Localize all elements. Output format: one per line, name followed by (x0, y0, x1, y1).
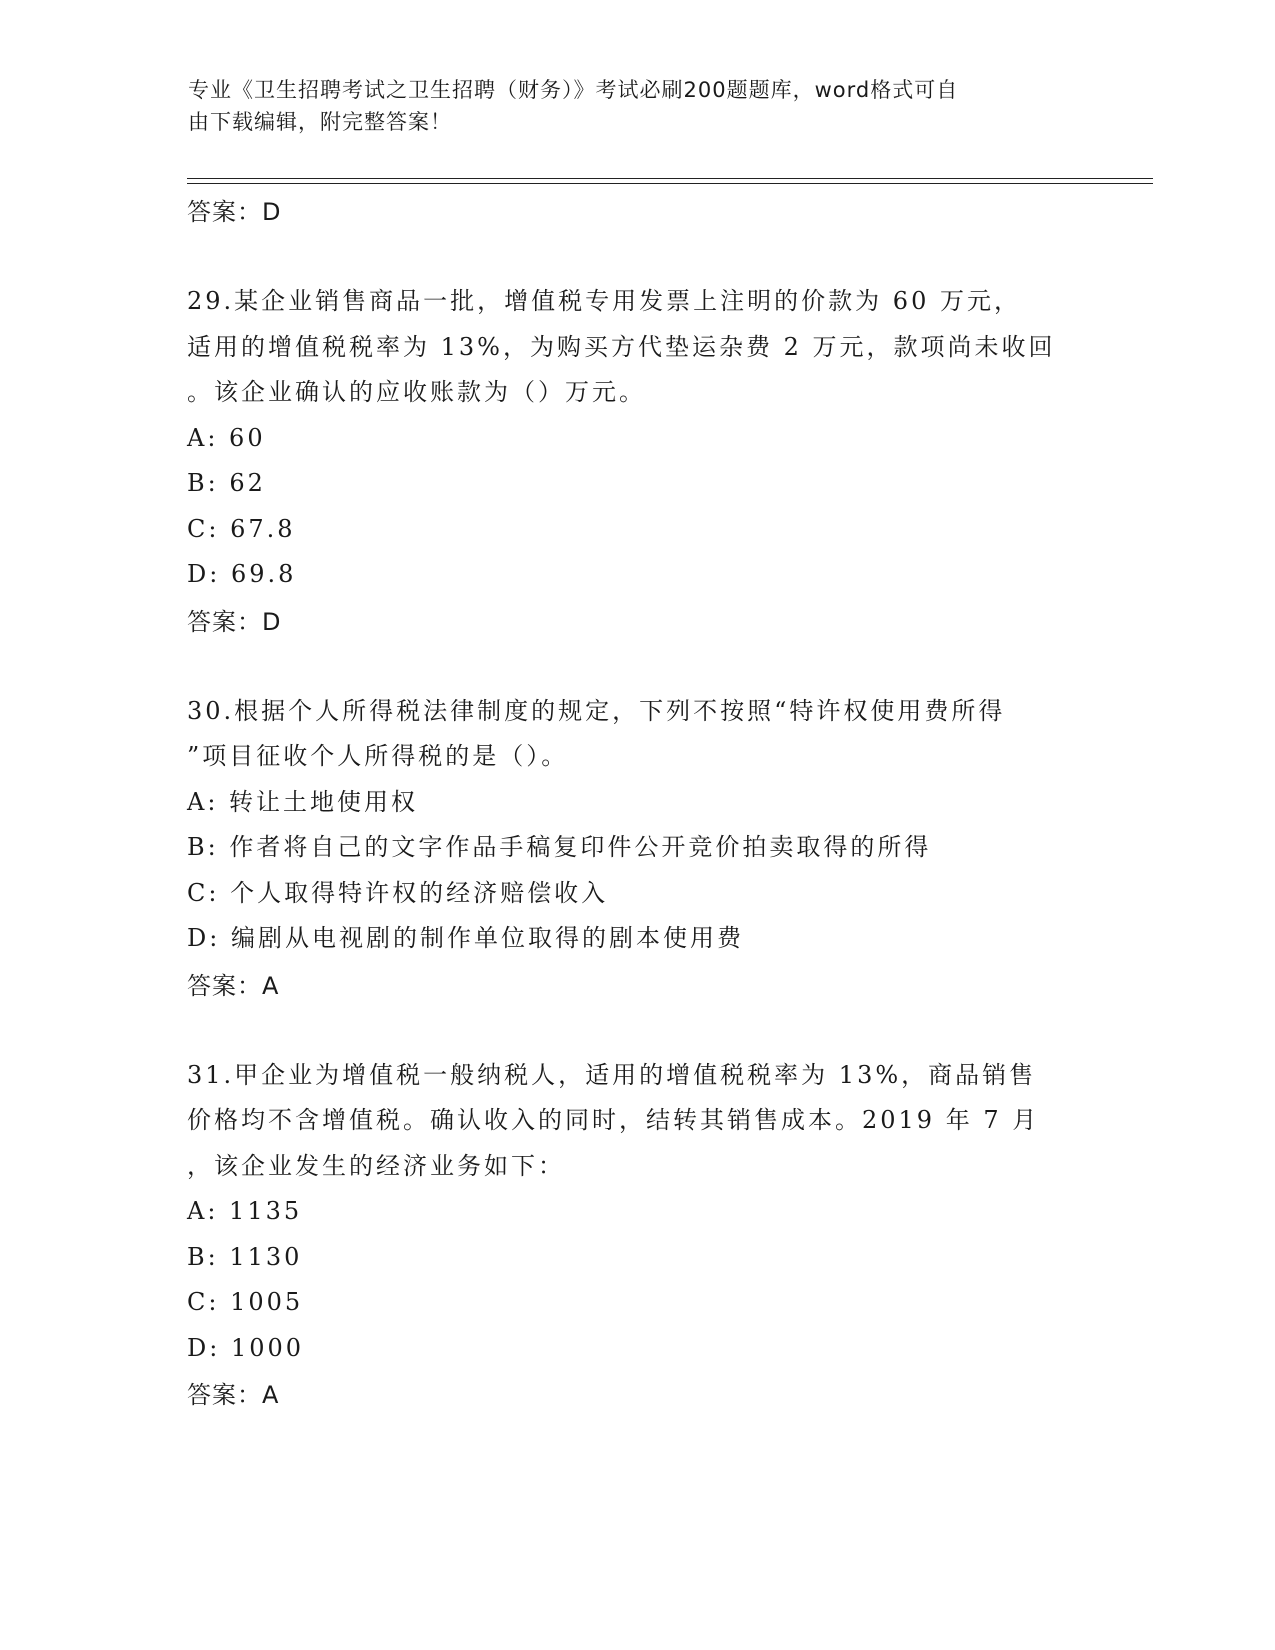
spacer (187, 1010, 1087, 1053)
header-line-2: 由下载编辑，附完整答案！ (188, 110, 452, 134)
stem-line: 30.根据个人所得税法律制度的规定，下列不按照“特许权使用费所得 (187, 696, 1006, 725)
question-29 (187, 279, 1087, 646)
answer: 答案：D (187, 607, 282, 636)
option-c: C: 1005 (187, 1288, 304, 1316)
option-c: C: 67.8 (187, 514, 296, 543)
question-31 (187, 1053, 1087, 1420)
stem-line: 。该企业确认的应收账款为（）万元。 (187, 378, 646, 406)
option-b: B: 1130 (187, 1242, 303, 1271)
header-divider-bottom (187, 183, 1153, 184)
header-divider-top (187, 178, 1153, 179)
stem-line: ”项目征收个人所得税的是（）。 (187, 742, 569, 770)
question-content (187, 188, 1087, 1419)
header-line-1: 专业《卫生招聘考试之卫生招聘（财务）》考试必刷200题题库，word格式可自 (188, 78, 959, 102)
stem-line: 31.甲企业为增值税一般纳税人，适用的增值税税率为 13%，商品销售 (187, 1060, 1037, 1089)
stem-line: 价格均不含增值税。确认收入的同时，结转其销售成本。2019 年 7 月 (187, 1106, 1040, 1134)
stem-line: ，该企业发生的经济业务如下： (187, 1151, 565, 1180)
question-stem (187, 279, 1087, 416)
option-a: A: 1135 (187, 1197, 303, 1225)
page-header (188, 74, 1068, 138)
answer: 答案：A (187, 1381, 280, 1409)
question-stem (187, 689, 1087, 780)
stem-line: 适用的增值税税率为 13%，为购买方代垫运杂费 2 万元，款项尚未收回 (187, 332, 1056, 361)
spacer (187, 236, 1087, 279)
option-d: D: 69.8 (187, 560, 297, 588)
option-d: D: 1000 (187, 1333, 305, 1362)
option-a: A: 转让土地使用权 (187, 787, 419, 816)
option-a: A: 60 (187, 423, 266, 452)
question-stem (187, 1053, 1087, 1190)
option-d: D: 编剧从电视剧的制作单位取得的剧本使用费 (187, 924, 744, 952)
stem-line: 29.某企业销售商品一批，增值税专用发票上注明的价款为 60 万元， (187, 287, 1021, 315)
question-30 (187, 689, 1087, 1010)
option-b: B: 62 (187, 469, 266, 497)
option-b: B: 作者将自己的文字作品手稿复印件公开竞价拍卖取得的所得 (187, 833, 932, 861)
answer: 答案：A (187, 971, 280, 1000)
previous-answer: 答案：D (187, 198, 282, 226)
spacer (187, 646, 1087, 689)
option-c: C: 个人取得特许权的经济赔偿收入 (187, 878, 609, 907)
